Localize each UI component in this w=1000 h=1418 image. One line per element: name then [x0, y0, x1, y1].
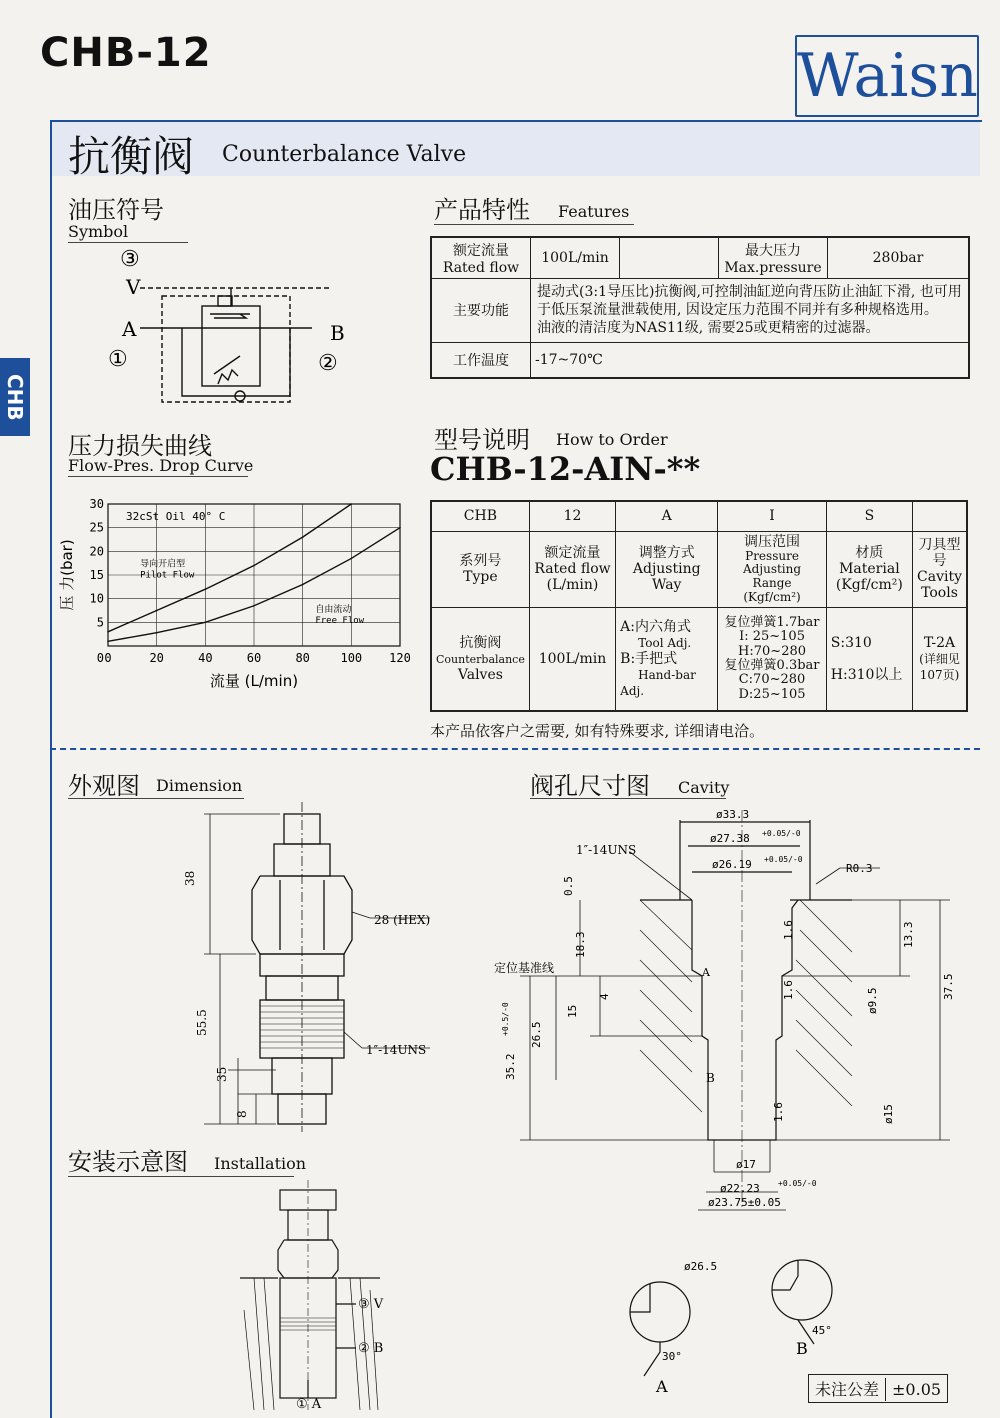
chart-title: 32cSt Oil 40° C: [126, 510, 226, 523]
cav-tol-35-2: +0.5/-0: [501, 1002, 510, 1036]
chart-x-tick-label: 100: [340, 651, 363, 665]
chart-y-tick-label: 15: [89, 568, 104, 582]
chart-legend-free-cn: 自由流动: [315, 604, 352, 615]
cav-datum: 定位基准线: [494, 961, 555, 975]
pressure-drop-chart: [60, 490, 420, 700]
chart-legend-free-en: Free Flow: [315, 615, 365, 626]
chart-x-tick-label: 40: [198, 651, 213, 665]
chart-x-axis-label: 流量 (L/min): [209, 672, 299, 690]
code-tools: [913, 501, 967, 531]
detail-angle-45: 45°: [812, 1324, 832, 1337]
symbol-title-cn: 油压符号: [68, 196, 164, 224]
cav-d27-38: ø27.38: [710, 832, 750, 845]
symbol-port-b: B: [330, 321, 345, 345]
function-label: 主要功能: [431, 279, 531, 343]
cav-tol-26-19: +0.05/-0: [764, 855, 803, 864]
cavity-drawing: [480, 800, 980, 1210]
cav-35-2: 35.2: [504, 1053, 517, 1080]
chart-y-tick-label: 20: [89, 544, 104, 559]
function-text: 提动式(3:1导压比)抗衡阀,可控制油缸逆向背压防止油缸下滑, 也可用于低压泵流量泄载使用, 因设定压力范围不同并有多种规格选用。 油液的清洁度为NAS11级, 需要25或更精密的过滤器。: [531, 279, 970, 343]
symbol-underline: [68, 242, 188, 243]
cav-1-6-b: 1.6: [782, 980, 795, 1000]
header-flow: 额定流量 Rated flow (L/min): [529, 531, 615, 607]
cav-d33-3: ø33.3: [716, 808, 750, 821]
chart-series-point: [253, 565, 255, 567]
installation-title-en: Installation: [214, 1154, 307, 1173]
rated-flow-label: 额定流量 Rated flow: [431, 237, 531, 279]
symbol-port-2: ②: [318, 351, 338, 376]
symbol-port-v: V: [126, 275, 141, 299]
temp-label: 工作温度: [431, 342, 531, 378]
symbol-port-1: ①: [108, 347, 128, 372]
detail-label-b: B: [796, 1339, 808, 1358]
dim-38: 38: [183, 870, 197, 886]
code-flow: 12: [529, 501, 615, 531]
dimension-title-cn: 外观图: [68, 772, 140, 800]
rated-flow-value: 100L/min: [531, 237, 620, 279]
curve-title-cn: 压力损失曲线: [68, 432, 212, 460]
order-code: CHB-12-AIN-**: [430, 450, 701, 488]
row-flow: 100L/min: [529, 607, 615, 711]
symbol-port-3: ③: [120, 247, 140, 272]
symbol-port-a: A: [122, 317, 137, 341]
chart-legend-pilot-en: Pilot Flow: [140, 570, 195, 581]
cav-37-5: 37.5: [942, 973, 955, 1000]
brand-logo: Waisn: [795, 35, 979, 117]
header-material: 材质 Material (Kgf/cm²): [826, 531, 912, 607]
cav-1-6-a: 1.6: [782, 920, 795, 940]
cav-d9-5: ø9.5: [866, 987, 879, 1014]
install-port-1a: ① A: [296, 1397, 322, 1412]
chart-series-point: [351, 503, 353, 505]
cavity-title-en: Cavity: [678, 778, 730, 797]
max-pressure-label: 最大压力 Max.pressure: [719, 237, 828, 279]
row-adjust: A:内六角式 Tool Adj. B:手把式 Hand-bar Adj.: [616, 607, 718, 711]
cav-tol-27-38: +0.05/-0: [762, 829, 801, 838]
code-range: I: [718, 501, 826, 531]
chart-y-tick-label: 10: [89, 591, 104, 606]
page-title-cn: 抗衡阀: [68, 132, 195, 181]
row-range: 复位弹簧1.7bar I: 25~105 H:70~280 复位弹簧0.3bar C:70~280 D:25~105: [718, 607, 826, 711]
detail-label-a: A: [656, 1377, 668, 1396]
chart-series-point: [351, 558, 353, 560]
row-type: 抗衡阀 Counterbalance Valves: [431, 607, 529, 711]
chart-x-tick-label: 120: [389, 651, 411, 665]
cav-15: 15: [566, 1004, 579, 1018]
chart-series-point: [399, 527, 401, 529]
chart-x-tick-label: 80: [295, 651, 310, 665]
hydraulic-symbol: [90, 244, 360, 414]
temp-value: -17~70℃: [531, 342, 970, 378]
cav-r0-3: R0.3: [846, 862, 873, 875]
header-type: 系列号 Type: [431, 531, 529, 607]
cav-port-b: B: [706, 1071, 715, 1085]
code-material: S: [826, 501, 912, 531]
row-material: S:310 H:310以上: [826, 607, 912, 711]
install-port-3v: ③ V: [358, 1297, 384, 1312]
chart-y-axis-label: 压 力(bar): [58, 539, 76, 611]
cav-26-5: 26.5: [530, 1021, 543, 1048]
cav-d23-75: ø23.75±0.05: [708, 1196, 781, 1209]
tolerance-box: 未注公差 ±0.05: [808, 1374, 948, 1403]
cav-1-6-c: 1.6: [772, 1102, 785, 1122]
dim-thread: 1″-14UNS: [366, 1043, 427, 1057]
dim-35: 35: [215, 1066, 229, 1082]
chart-origin-label: 0: [96, 651, 104, 665]
chart-series-point: [107, 640, 109, 642]
cav-0-5: 0.5: [562, 876, 575, 896]
chart-x-tick-label: 0: [104, 651, 112, 665]
order-title-cn: 型号说明: [434, 426, 530, 454]
row-tools: T-2A (详细见107页): [913, 607, 967, 711]
header-tools: 刀具型号 Cavity Tools: [913, 531, 967, 607]
order-note: 本产品依客户之需要, 如有特殊要求, 详细请电洽。: [430, 722, 765, 740]
cav-4: 4: [598, 993, 611, 1000]
chart-series-point: [253, 605, 255, 607]
cav-d17: ø17: [736, 1158, 756, 1171]
chart-legend-pilot-cn: 导向开启型: [140, 559, 186, 570]
cav-d26-19: ø26.19: [712, 858, 752, 871]
dimension-title-en: Dimension: [156, 776, 243, 795]
code-type: CHB: [431, 501, 529, 531]
cav-d15: ø15: [882, 1104, 895, 1124]
install-port-2b: ② B: [358, 1341, 384, 1356]
features-underline: [434, 224, 634, 225]
chart-series-point: [302, 536, 304, 538]
features-title-cn: 产品特性: [434, 196, 530, 224]
cavity-underline: [530, 798, 726, 799]
chart-series-point: [302, 584, 304, 586]
chart-y-tick-label: 5: [96, 615, 104, 630]
side-tab: CHB: [0, 358, 30, 436]
chart-series-point: [205, 622, 207, 624]
symbol-title-en: Symbol: [68, 222, 129, 241]
cavity-title-cn: 阀孔尺寸图: [530, 772, 650, 800]
features-title-en: Features: [558, 202, 630, 221]
dimension-drawing: [180, 800, 440, 1135]
chart-y-tick-label: 25: [89, 520, 104, 535]
curve-underline: [68, 476, 248, 477]
dim-8: 8: [235, 1110, 249, 1118]
chart-x-tick-label: 20: [149, 651, 164, 665]
cav-port-a: A: [702, 966, 710, 979]
installation-underline: [68, 1176, 294, 1177]
features-blank-cell: [620, 237, 719, 279]
max-pressure-value: 280bar: [828, 237, 970, 279]
cav-tol-22-23: +0.05/-0: [778, 1179, 817, 1188]
chart-series-point: [156, 610, 158, 612]
chart-series-point: [156, 632, 158, 634]
order-title-en: How to Order: [556, 430, 668, 449]
chart-x-tick-label: 60: [246, 651, 262, 665]
curve-title-en: Flow-Pres. Drop Curve: [68, 456, 254, 475]
features-table: [430, 236, 970, 379]
order-table: [430, 500, 968, 712]
chart-series-point: [205, 588, 207, 590]
dim-hex: 28 (HEX): [374, 913, 431, 927]
installation-drawing: [240, 1180, 420, 1412]
detail-angle-30: 30°: [662, 1350, 682, 1363]
installation-title-cn: 安装示意图: [68, 1148, 188, 1176]
code-adjust: A: [616, 501, 718, 531]
dim-55-5: 55.5: [195, 1009, 209, 1036]
header-adjust: 调整方式 Adjusting Way: [616, 531, 718, 607]
cav-18-3: 18.3: [574, 931, 587, 958]
page-title-en: Counterbalance Valve: [222, 142, 467, 167]
cav-13-3: 13.3: [902, 921, 915, 948]
header-range: 调压范围 Pressure Adjusting Range (Kgf/cm²): [718, 531, 826, 607]
section-divider: [50, 748, 980, 750]
chart-y-tick-label: 30: [89, 497, 104, 511]
chart-series-point: [107, 631, 109, 633]
cav-d22-23: ø22.23: [720, 1182, 760, 1195]
dimension-underline: [68, 798, 244, 799]
model-number: CHB-12: [40, 30, 212, 76]
cav-thread: 1″-14UNS: [576, 843, 637, 857]
detail-d26-5: ø26.5: [684, 1260, 718, 1273]
